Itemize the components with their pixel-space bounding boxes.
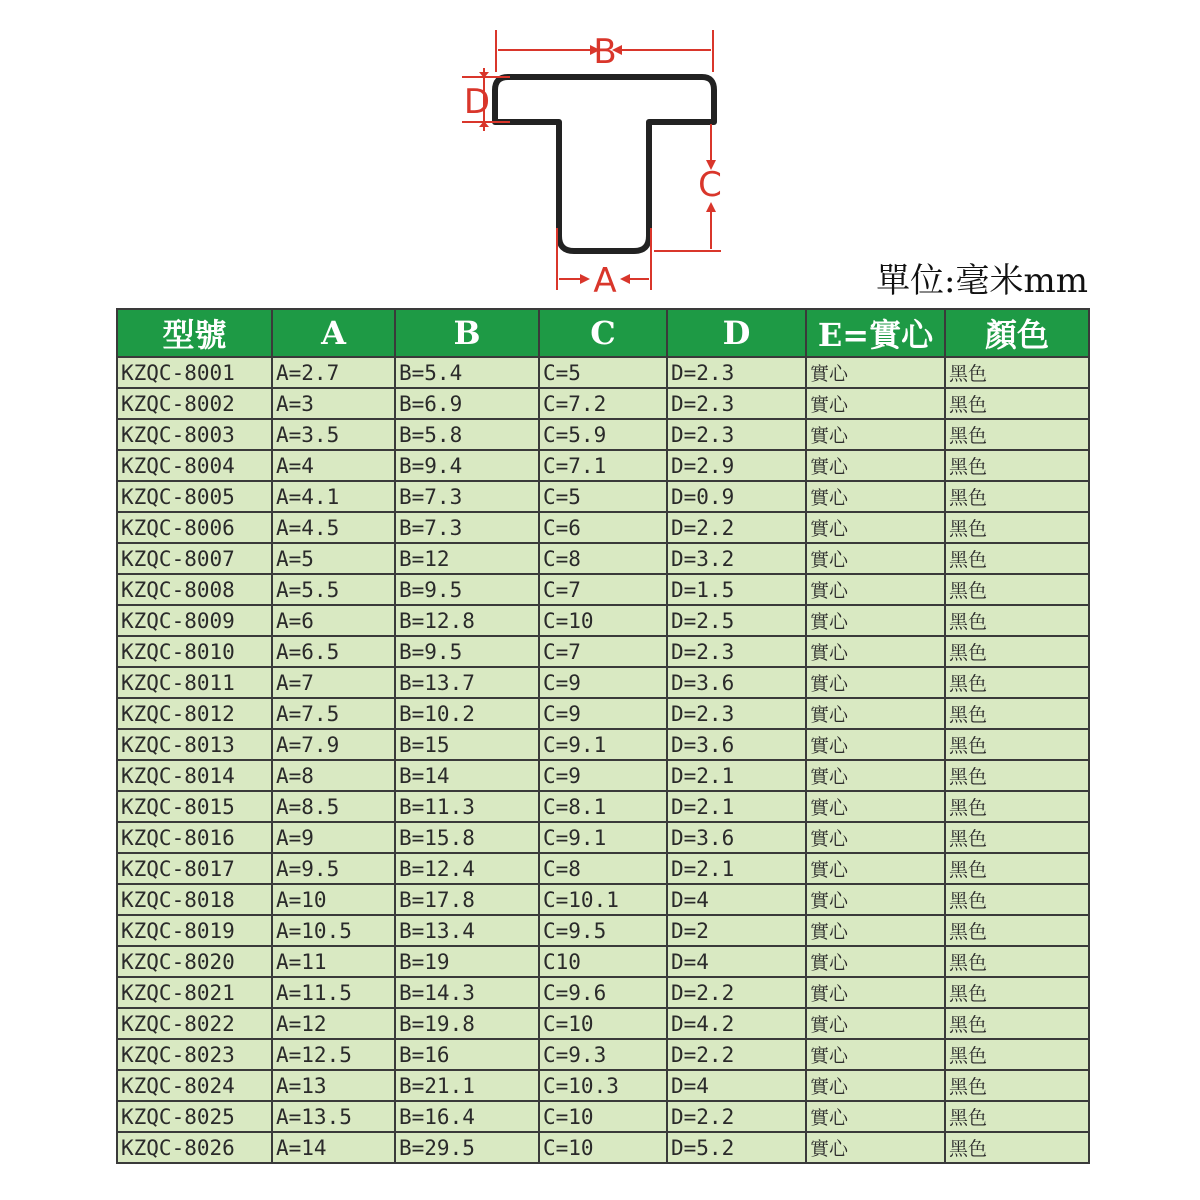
solid-cell: 實心 [806,543,945,574]
d-cell: D=2 [667,915,806,946]
t-profile-outline [495,77,714,251]
model-cell: KZQC-8019 [117,915,272,946]
table-row [117,667,1089,698]
color-cell: 黑色 [945,915,1089,946]
solid-cell: 實心 [806,853,945,884]
a-cell: A=6 [272,605,395,636]
header-c: C [539,309,667,357]
solid-cell: 實心 [806,605,945,636]
a-cell: A=11 [272,946,395,977]
a-cell: A=4.1 [272,481,395,512]
model-cell: KZQC-8017 [117,853,272,884]
header-solid: E=實心 [806,309,945,357]
d-cell: D=2.2 [667,512,806,543]
b-cell: B=19 [395,946,539,977]
model-cell: KZQC-8018 [117,884,272,915]
color-cell: 黑色 [945,1008,1089,1039]
a-cell: A=4 [272,450,395,481]
color-cell: 黑色 [945,543,1089,574]
color-cell: 黑色 [945,512,1089,543]
a-cell: A=3 [272,388,395,419]
model-cell: KZQC-8023 [117,1039,272,1070]
solid-cell: 實心 [806,667,945,698]
t-profile-diagram [440,20,770,300]
table-row [117,1008,1089,1039]
table-row [117,946,1089,977]
c-cell: C=8 [539,543,667,574]
d-cell: D=2.1 [667,760,806,791]
table-row [117,1039,1089,1070]
b-cell: B=7.3 [395,512,539,543]
c-cell: C=7.1 [539,450,667,481]
table-row [117,853,1089,884]
model-cell: KZQC-8001 [117,357,272,388]
c-cell: C=9.1 [539,729,667,760]
d-cell: D=5.2 [667,1132,806,1163]
model-cell: KZQC-8012 [117,698,272,729]
model-cell: KZQC-8002 [117,388,272,419]
solid-cell: 實心 [806,946,945,977]
a-cell: A=12.5 [272,1039,395,1070]
c-cell: C=7 [539,574,667,605]
a-cell: A=13.5 [272,1101,395,1132]
b-cell: B=29.5 [395,1132,539,1163]
c-cell: C=8.1 [539,791,667,822]
header-color: 顏色 [945,309,1089,357]
solid-cell: 實心 [806,1039,945,1070]
header-model: 型號 [117,309,272,357]
table-row [117,574,1089,605]
d-cell: D=4 [667,946,806,977]
solid-cell: 實心 [806,388,945,419]
solid-cell: 實心 [806,760,945,791]
a-cell: A=5.5 [272,574,395,605]
d-cell: D=2.3 [667,357,806,388]
b-cell: B=11.3 [395,791,539,822]
model-cell: KZQC-8014 [117,760,272,791]
solid-cell: 實心 [806,884,945,915]
b-cell: B=13.4 [395,915,539,946]
d-cell: D=4 [667,1070,806,1101]
b-cell: B=6.9 [395,388,539,419]
color-cell: 黑色 [945,1070,1089,1101]
c-cell: C=5 [539,357,667,388]
b-cell: B=9.5 [395,574,539,605]
a-cell: A=7.9 [272,729,395,760]
d-cell: D=2.2 [667,977,806,1008]
table-row [117,1132,1089,1163]
d-cell: D=2.3 [667,698,806,729]
c-cell: C=9 [539,760,667,791]
b-cell: B=9.4 [395,450,539,481]
color-cell: 黑色 [945,946,1089,977]
c-cell: C=10 [539,1008,667,1039]
table-header-row [117,309,1089,357]
table-body [117,357,1089,1163]
table-row [117,1101,1089,1132]
table-row [117,915,1089,946]
c-cell: C=10.1 [539,884,667,915]
solid-cell: 實心 [806,512,945,543]
solid-cell: 實心 [806,636,945,667]
model-cell: KZQC-8016 [117,822,272,853]
color-cell: 黑色 [945,760,1089,791]
a-cell: A=3.5 [272,419,395,450]
model-cell: KZQC-8005 [117,481,272,512]
c-cell: C=7 [539,636,667,667]
color-cell: 黑色 [945,605,1089,636]
d-cell: D=3.6 [667,729,806,760]
b-cell: B=16.4 [395,1101,539,1132]
c-cell: C=9.5 [539,915,667,946]
c-cell: C10 [539,946,667,977]
d-cell: D=2.2 [667,1039,806,1070]
color-cell: 黑色 [945,450,1089,481]
model-cell: KZQC-8013 [117,729,272,760]
b-cell: B=19.8 [395,1008,539,1039]
table-row [117,977,1089,1008]
solid-cell: 實心 [806,1101,945,1132]
b-cell: B=21.1 [395,1070,539,1101]
table-row [117,543,1089,574]
d-cell: D=2.3 [667,636,806,667]
b-cell: B=5.4 [395,357,539,388]
color-cell: 黑色 [945,1101,1089,1132]
c-cell: C=9.6 [539,977,667,1008]
table-row [117,822,1089,853]
b-cell: B=7.3 [395,481,539,512]
a-cell: A=9 [272,822,395,853]
a-cell: A=7.5 [272,698,395,729]
table-row [117,450,1089,481]
spec-table [116,308,1090,1164]
color-cell: 黑色 [945,698,1089,729]
table-row [117,729,1089,760]
model-cell: KZQC-8008 [117,574,272,605]
color-cell: 黑色 [945,822,1089,853]
b-cell: B=16 [395,1039,539,1070]
color-cell: 黑色 [945,729,1089,760]
dimension-c-label: C [698,165,722,205]
model-cell: KZQC-8022 [117,1008,272,1039]
d-cell: D=4 [667,884,806,915]
table-row [117,1070,1089,1101]
b-cell: B=12.4 [395,853,539,884]
header-a: A [272,309,395,357]
c-cell: C=9 [539,698,667,729]
d-cell: D=2.1 [667,791,806,822]
color-cell: 黑色 [945,419,1089,450]
solid-cell: 實心 [806,791,945,822]
color-cell: 黑色 [945,853,1089,884]
d-cell: D=1.5 [667,574,806,605]
a-cell: A=11.5 [272,977,395,1008]
color-cell: 黑色 [945,636,1089,667]
c-cell: C=10 [539,1101,667,1132]
c-cell: C=10.3 [539,1070,667,1101]
d-cell: D=2.2 [667,1101,806,1132]
d-cell: D=3.6 [667,822,806,853]
model-cell: KZQC-8024 [117,1070,272,1101]
model-cell: KZQC-8007 [117,543,272,574]
solid-cell: 實心 [806,419,945,450]
model-cell: KZQC-8021 [117,977,272,1008]
table-row [117,791,1089,822]
color-cell: 黑色 [945,667,1089,698]
table-row [117,884,1089,915]
table-row [117,512,1089,543]
color-cell: 黑色 [945,388,1089,419]
model-cell: KZQC-8010 [117,636,272,667]
d-cell: D=2.5 [667,605,806,636]
d-cell: D=4.2 [667,1008,806,1039]
d-cell: D=2.3 [667,388,806,419]
model-cell: KZQC-8025 [117,1101,272,1132]
color-cell: 黑色 [945,481,1089,512]
header-d: D [667,309,806,357]
color-cell: 黑色 [945,791,1089,822]
c-cell: C=10 [539,605,667,636]
a-cell: A=10.5 [272,915,395,946]
b-cell: B=14.3 [395,977,539,1008]
dimension-a-label: A [593,261,617,300]
c-cell: C=9.3 [539,1039,667,1070]
b-cell: B=15 [395,729,539,760]
b-cell: B=10.2 [395,698,539,729]
d-cell: D=3.2 [667,543,806,574]
d-cell: D=2.3 [667,419,806,450]
a-cell: A=5 [272,543,395,574]
b-cell: B=5.8 [395,419,539,450]
unit-note: 單位:毫米mm [876,261,1088,301]
model-cell: KZQC-8009 [117,605,272,636]
c-cell: C=8 [539,853,667,884]
solid-cell: 實心 [806,1070,945,1101]
b-cell: B=12 [395,543,539,574]
solid-cell: 實心 [806,977,945,1008]
a-cell: A=13 [272,1070,395,1101]
solid-cell: 實心 [806,915,945,946]
a-cell: A=4.5 [272,512,395,543]
a-cell: A=2.7 [272,357,395,388]
model-cell: KZQC-8003 [117,419,272,450]
b-cell: B=14 [395,760,539,791]
b-cell: B=9.5 [395,636,539,667]
solid-cell: 實心 [806,729,945,760]
d-cell: D=2.1 [667,853,806,884]
table-row [117,698,1089,729]
a-cell: A=12 [272,1008,395,1039]
table-row [117,357,1089,388]
solid-cell: 實心 [806,822,945,853]
solid-cell: 實心 [806,450,945,481]
a-cell: A=7 [272,667,395,698]
b-cell: B=17.8 [395,884,539,915]
color-cell: 黑色 [945,357,1089,388]
table-row [117,760,1089,791]
color-cell: 黑色 [945,884,1089,915]
b-cell: B=15.8 [395,822,539,853]
c-cell: C=5 [539,481,667,512]
solid-cell: 實心 [806,357,945,388]
a-cell: A=9.5 [272,853,395,884]
model-cell: KZQC-8020 [117,946,272,977]
model-cell: KZQC-8011 [117,667,272,698]
model-cell: KZQC-8006 [117,512,272,543]
table-row [117,636,1089,667]
c-cell: C=9.1 [539,822,667,853]
b-cell: B=12.8 [395,605,539,636]
table-row [117,481,1089,512]
model-cell: KZQC-8026 [117,1132,272,1163]
table-row [117,419,1089,450]
solid-cell: 實心 [806,698,945,729]
color-cell: 黑色 [945,1132,1089,1163]
solid-cell: 實心 [806,574,945,605]
solid-cell: 實心 [806,1008,945,1039]
a-cell: A=8 [272,760,395,791]
color-cell: 黑色 [945,1039,1089,1070]
color-cell: 黑色 [945,574,1089,605]
d-cell: D=3.6 [667,667,806,698]
a-cell: A=14 [272,1132,395,1163]
t-profile-drawing [440,20,770,300]
c-cell: C=6 [539,512,667,543]
d-cell: D=2.9 [667,450,806,481]
solid-cell: 實心 [806,481,945,512]
model-cell: KZQC-8004 [117,450,272,481]
table-row [117,388,1089,419]
dimension-d-label: D [463,82,491,122]
c-cell: C=10 [539,1132,667,1163]
model-cell: KZQC-8015 [117,791,272,822]
c-cell: C=9 [539,667,667,698]
dimension-b-label: B [593,32,617,72]
a-cell: A=10 [272,884,395,915]
solid-cell: 實心 [806,1132,945,1163]
a-cell: A=8.5 [272,791,395,822]
c-cell: C=7.2 [539,388,667,419]
color-cell: 黑色 [945,977,1089,1008]
table-row [117,605,1089,636]
b-cell: B=13.7 [395,667,539,698]
d-cell: D=0.9 [667,481,806,512]
a-cell: A=6.5 [272,636,395,667]
c-cell: C=5.9 [539,419,667,450]
header-b: B [395,309,539,357]
